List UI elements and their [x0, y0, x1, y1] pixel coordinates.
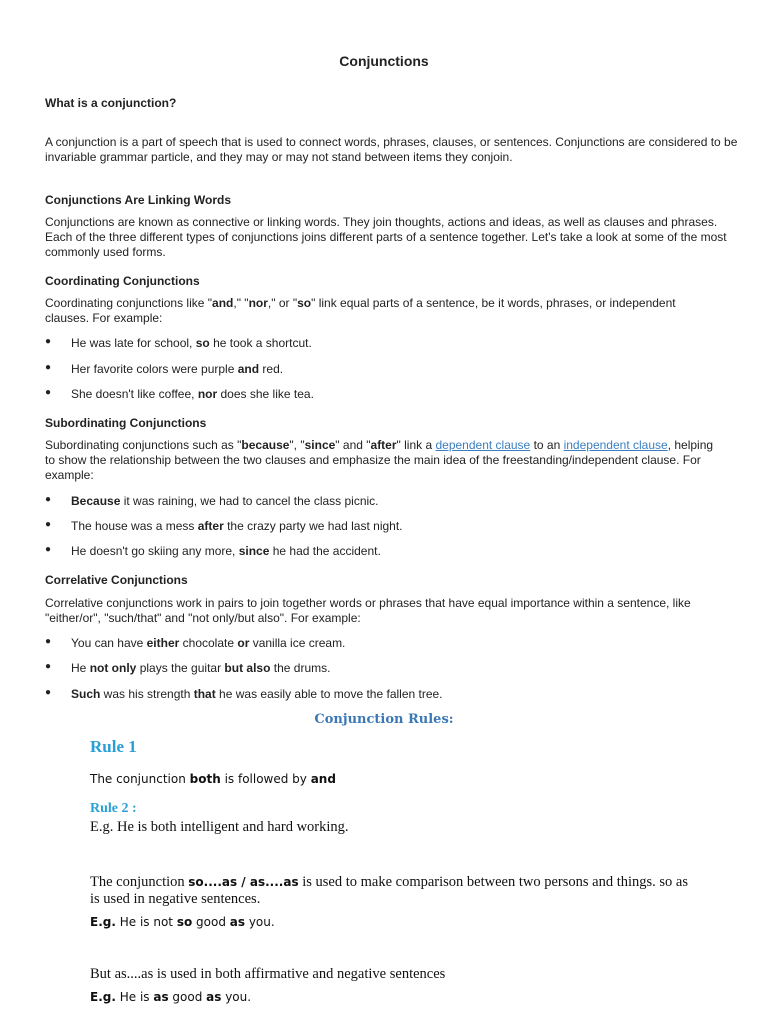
subordinating-heading: Subordinating Conjunctions — [45, 416, 207, 430]
rule-4-example: E.g. He is as good as you. — [90, 990, 252, 1004]
correlative-intro: Correlative conjunctions work in pairs to join together words or phrases that have equal importance within a sentence, like "either/or", "such/that" and "not only/but also". For example: — [45, 596, 691, 625]
what-paragraph: A conjunction is a part of speech that is used to connect words, phrases, clauses, or sentences. Conjunctions are considered to be invariable grammar particle, and they may or may not stand between items they conjoin. — [45, 135, 738, 164]
linking-heading: Conjunctions Are Linking Words — [45, 193, 231, 207]
linking-paragraph: Conjunctions are known as connective or linking words. They join thoughts, actions and ideas, as well as clauses and phrases. Each of the three different types of conjunctions joins different parts of a sentence together. Let's take a look at some of the most commonly used forms. — [45, 215, 727, 259]
what-heading: What is a conjunction? — [45, 96, 177, 110]
rule-1-label: Rule 1 — [90, 737, 137, 756]
rule-3-example: E.g. He is not so good as you. — [90, 915, 275, 929]
rules-heading: Conjunction Rules: — [314, 712, 454, 727]
coordinating-heading: Coordinating Conjunctions — [45, 274, 200, 288]
rule-3-text: The conjunction so....as / as....as is used to make comparison between two persons and things. so as is used in negative sentences. — [90, 874, 689, 907]
rule-1-text: The conjunction both is followed by and — [90, 772, 336, 786]
page-title: Conjunctions — [339, 53, 429, 69]
rule-2-label: Rule 2 : — [90, 801, 137, 816]
rule-4-text: But as....as is used in both affirmative and negative sentences — [90, 966, 446, 982]
independent-clause-link[interactable]: independent clause — [563, 438, 668, 452]
rule-2-example: E.g. He is both intelligent and hard working. — [90, 819, 349, 835]
subordinating-intro: Subordinating conjunctions such as "because", "since" and "after" link a dependent clause to an independent clause, helping to show the relationship between the two clauses and emphasize the main idea of the freestanding/independent clause. For example: — [45, 438, 714, 482]
coordinating-intro: Coordinating conjunctions like "and," "nor," or "so" link equal parts of a sentence, be it words, phrases, or independent clauses. For example: — [45, 296, 676, 325]
correlative-heading: Correlative Conjunctions — [45, 573, 188, 587]
dependent-clause-link[interactable]: dependent clause — [435, 438, 531, 452]
